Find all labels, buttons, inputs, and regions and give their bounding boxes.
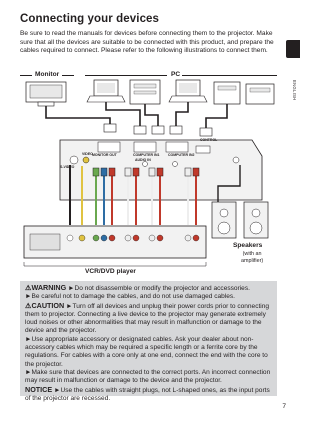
port-label-control: CONTROL: [200, 138, 218, 142]
notice-paragraph: [25, 386, 272, 404]
caution-keyword: CAUTION: [31, 300, 65, 310]
monitor-label: Monitor: [35, 71, 60, 78]
port-label-monitor-out: MONITOR OUT: [92, 153, 117, 157]
notice-text: ►Use the cables with straight plugs, not L-shaped ones, as the input ports of the projector are recessed.: [25, 386, 270, 402]
page-title: Connecting your devices: [20, 13, 160, 25]
vcr-dvd-label: VCR/DVD player: [85, 268, 136, 275]
video-port: [83, 157, 89, 163]
port-label-audio-in: AUDIO IN: [135, 158, 151, 162]
laptop-icon: [87, 80, 125, 102]
desktop-pc-icon: [130, 80, 160, 104]
vcr-dvd-player-icon: [24, 226, 206, 258]
monitor-out-port: [98, 142, 120, 152]
desktop-pc-2-icon: [214, 82, 240, 104]
vga-connectors-top: [104, 124, 212, 136]
warning-keyword: WARNING: [31, 283, 67, 292]
notice-keyword: NOTICE: [25, 384, 53, 394]
svideo-port: [70, 156, 78, 164]
port-label-computer-in2: COMPUTER IN2: [168, 153, 195, 157]
caution-paragraph-3: ►Make sure that devices are connected to the correct ports. An incorrect connection may result in malfunction or damage to the device and the projector.: [25, 368, 271, 385]
speakers-sublabel: [241, 251, 263, 264]
computer-in2-port: [166, 142, 188, 152]
speakers-label: Speakers: [233, 242, 263, 249]
speakers-sublabel-line-2: amplifier): [241, 257, 264, 264]
warning-paragraph-1: [25, 284, 272, 293]
port-label-svideo: S-VIDEO: [60, 165, 75, 169]
caution-text-1: ►Turn off all devices and unplug their power cords prior to connecting them to projector. Connecting a live device to the projector may generate extremely loud noises or other abnormalities that may result in malfunction or damage to the device and the projector.: [25, 302, 270, 335]
intro-text: Be sure to read the manuals for devices before connecting them to the projector. Make sure that all the devices are suitable to be connected with this product, and prepare the cables required to connect. Please refer to the following illustrations to connect them.: [20, 30, 274, 54]
port-label-computer-in1: COMPUTER IN1: [133, 153, 160, 157]
caution-paragraph-1: [25, 302, 272, 336]
speakers-sublabel-line-1: (with an: [242, 251, 262, 257]
language-label: ENGLISH: [292, 80, 297, 101]
vcr-bracket: [24, 262, 206, 266]
speakers-icon: [212, 202, 268, 238]
warning-box: [20, 281, 277, 402]
warning-icon: ⚠: [25, 283, 32, 292]
caution-paragraph-2: ►Use appropriate accessory or designated cables. Ask your dealer about non-accessory cables which may be required a specific length or a ferrite core by the regulations. For cables with a core only at one end, connect the end with the core to the projector.: [25, 335, 268, 368]
laptop-2-icon: [169, 80, 207, 102]
monitor-icon: [26, 82, 66, 106]
warning-text-1: ►Do not disassemble or modify the projector and accessories.: [68, 285, 250, 292]
desktop-pc-3-icon: [246, 84, 274, 104]
pc-label: PC: [171, 71, 181, 78]
computer-in1-port: [134, 142, 156, 152]
control-port: [196, 146, 210, 153]
page-number: 7: [282, 403, 286, 410]
warning-paragraph-2: ►Be careful not to damage the cables, and do not use damaged cables.: [25, 293, 235, 301]
port-label-video: VIDEO: [82, 152, 93, 156]
caution-icon: ⚠: [25, 300, 32, 310]
